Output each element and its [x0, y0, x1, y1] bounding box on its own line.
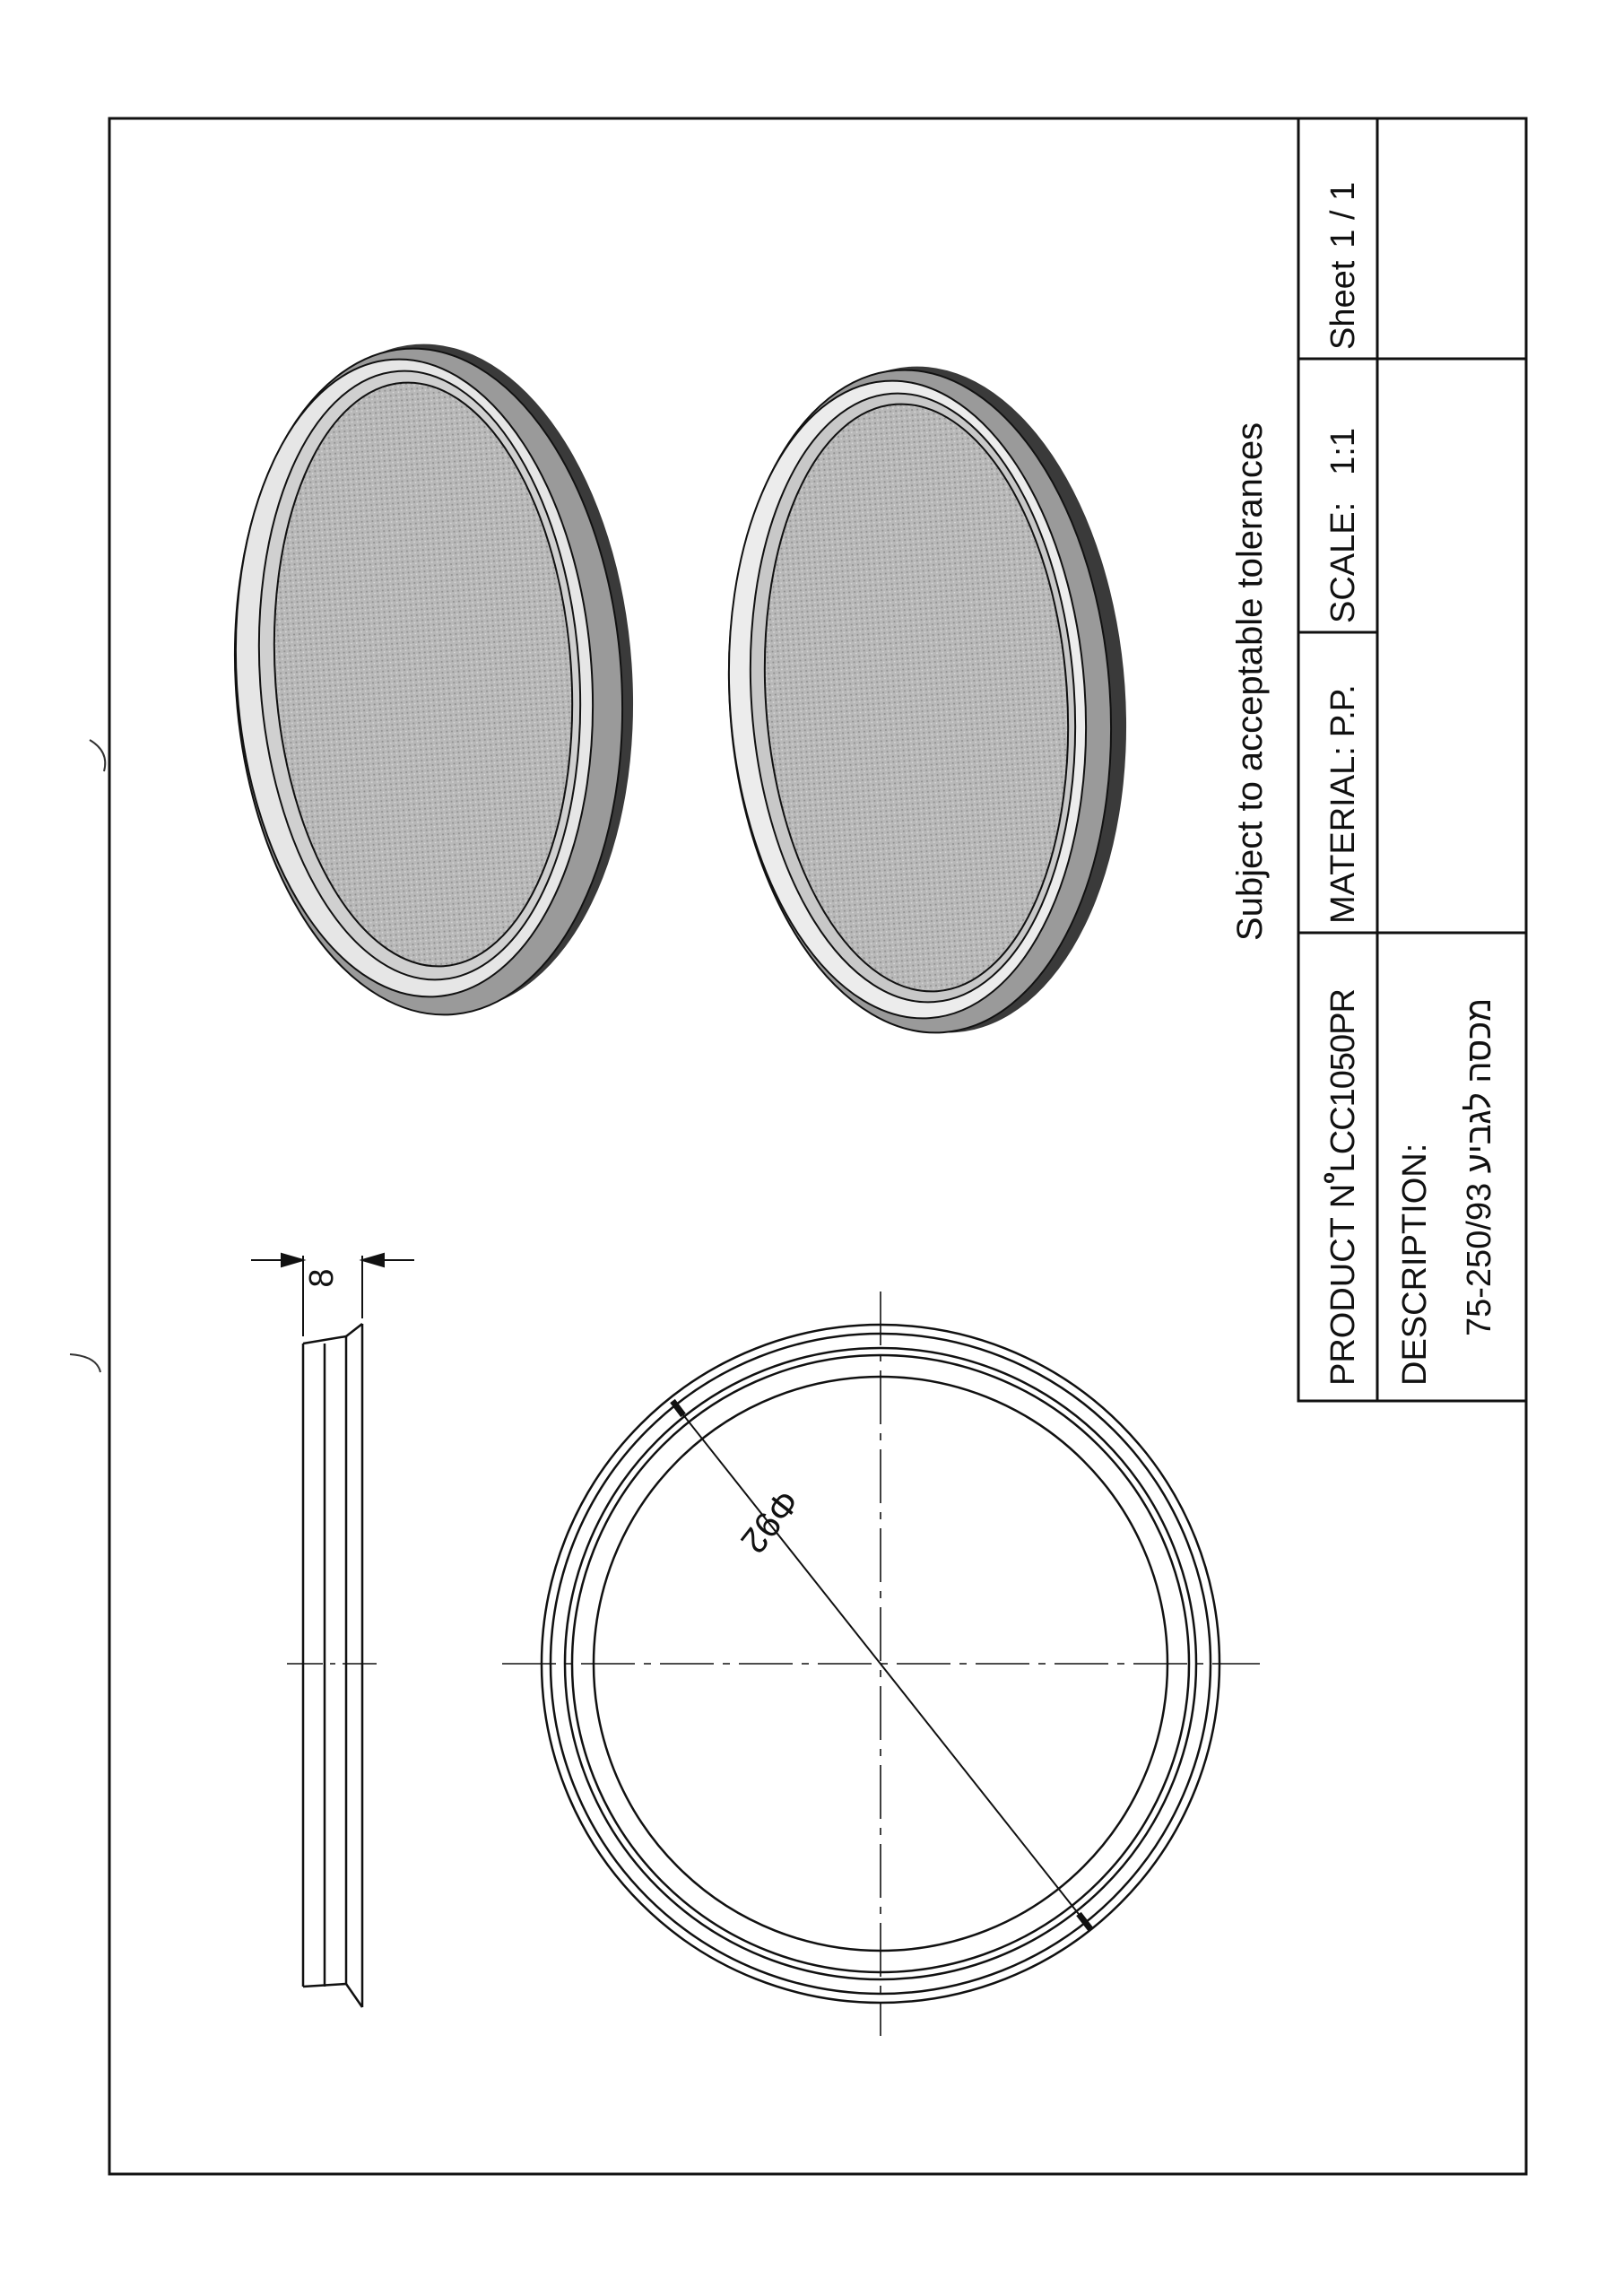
scale-label: SCALE:: [1324, 501, 1362, 623]
scan-mark: [90, 740, 105, 771]
material-value: P.P.: [1324, 685, 1362, 738]
thickness-label: 8: [303, 1268, 341, 1288]
scan-mark: [70, 1354, 100, 1372]
sheet-value: 1 / 1: [1324, 181, 1362, 248]
description-value: 75-250/93 מכסה לגביע: [1461, 997, 1498, 1336]
material-field: [1324, 685, 1362, 924]
sheet-label: Sheet: [1324, 260, 1362, 350]
description-label: DESCRIPTION:: [1396, 1143, 1434, 1386]
material-label: MATERIAL:: [1324, 746, 1362, 924]
product-label: PRODUCT N: [1324, 1183, 1362, 1386]
scale-value: 1:1: [1324, 428, 1362, 475]
thickness-dimension: [251, 1254, 414, 1336]
tolerance-note: Subject to acceptable tolerances: [1230, 422, 1270, 942]
product-number-field: [1318, 989, 1362, 1386]
sheet-field: [1324, 182, 1362, 350]
side-view: [287, 1324, 377, 2007]
isometric-view-lower: [707, 353, 1149, 1046]
top-view: [502, 1292, 1260, 2036]
diameter-label: Φ92: [733, 1482, 807, 1561]
product-number: LCC1050PR: [1324, 989, 1362, 1173]
isometric-view-upper: [213, 331, 655, 1028]
product-sup: º: [1318, 1172, 1352, 1184]
diameter-line: [678, 1408, 1085, 1922]
scale-field: [1324, 428, 1362, 623]
